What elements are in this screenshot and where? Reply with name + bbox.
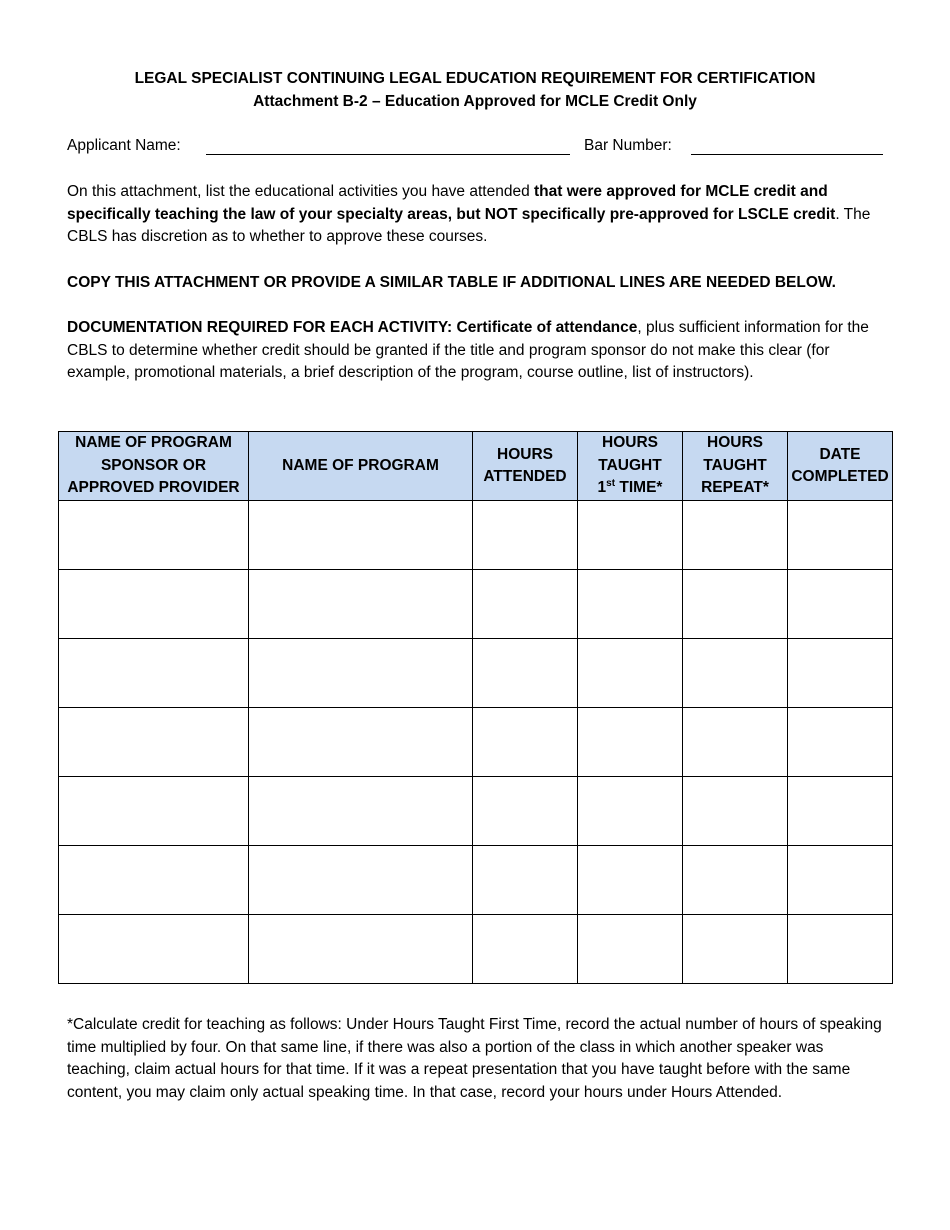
hours-taught-repeat-cell[interactable] (683, 708, 788, 777)
hours-attended-cell[interactable] (473, 570, 578, 639)
program-cell[interactable] (249, 846, 473, 915)
date-completed-cell[interactable] (788, 708, 893, 777)
header-text: TIME* (615, 479, 663, 497)
header-text: ATTENDED (483, 468, 567, 485)
header-text: TAUGHT (598, 456, 662, 474)
hours-taught-first-cell[interactable] (578, 501, 683, 570)
sponsor-cell[interactable] (59, 777, 249, 846)
documentation-certificate: Certificate of attendance (456, 319, 638, 336)
hours-taught-first-cell[interactable] (578, 570, 683, 639)
hours-attended-cell[interactable] (473, 501, 578, 570)
hours-taught-repeat-cell[interactable] (683, 777, 788, 846)
hours-taught-first-cell[interactable] (578, 639, 683, 708)
intro-text-1: On this attachment, list the educational activities you have attended (67, 183, 534, 200)
sponsor-cell[interactable] (59, 501, 249, 570)
hours-taught-repeat-cell[interactable] (683, 639, 788, 708)
hours-taught-repeat-cell[interactable] (683, 501, 788, 570)
column-header-date-completed (788, 432, 893, 501)
header-text (578, 477, 682, 500)
date-completed-cell[interactable] (788, 846, 893, 915)
hours-taught-first-cell[interactable] (578, 915, 683, 984)
sponsor-cell[interactable] (59, 570, 249, 639)
header-text: APPROVED PROVIDER (67, 479, 240, 497)
documentation-text: , plus sufficient information for the CBLS to determine whether credit should be granted if the title and program sponsor do not make this clear (for example, promotional materials, a brief description of the program, course outline, list of instructors). (67, 319, 869, 381)
hours-taught-first-cell[interactable] (578, 777, 683, 846)
hours-taught-repeat-cell[interactable] (683, 570, 788, 639)
header-text: COMPLETED (791, 468, 889, 485)
intro-text-bold: that were approved for MCLE credit and specifically teaching the law of your specialty areas, but NOT specifically pre-approved for LSCLE credit (67, 183, 836, 223)
header-text: HOURS (602, 434, 658, 452)
sponsor-cell[interactable] (59, 915, 249, 984)
table-row (59, 915, 893, 984)
hours-attended-cell[interactable] (473, 846, 578, 915)
table-row (59, 777, 893, 846)
table-row (59, 570, 893, 639)
documentation-heading: DOCUMENTATION REQUIRED FOR EACH ACTIVITY: (67, 319, 453, 336)
table-row (59, 501, 893, 570)
hours-taught-first-cell[interactable] (578, 846, 683, 915)
header-text: DATE (819, 445, 861, 463)
hours-attended-cell[interactable] (473, 639, 578, 708)
hours-attended-cell[interactable] (473, 777, 578, 846)
program-cell[interactable] (249, 570, 473, 639)
applicant-info-row (67, 135, 887, 159)
date-completed-cell[interactable] (788, 570, 893, 639)
footnote: *Calculate credit for teaching as follows: Under Hours Taught First Time, record the actual number of hours of speaking time multiplied by four. On that same line, if there was also a portion of the class in which another speaker was teaching, claim actual hours for that time. If it was a repeat presentation that you have taught before with the same content, you may claim only actual speaking time. In that case, record your hours under Hours Attended. (67, 1016, 882, 1101)
hours-taught-first-cell[interactable] (578, 708, 683, 777)
program-cell[interactable] (249, 639, 473, 708)
bar-number-label: Bar Number: (584, 137, 672, 154)
column-header-program (249, 432, 473, 501)
header-text: REPEAT* (701, 479, 769, 497)
intro-text-2: . The CBLS has discretion as to whether to approve these courses. (67, 205, 871, 245)
table-row (59, 639, 893, 708)
form-title: LEGAL SPECIALIST CONTINUING LEGAL EDUCATION REQUIREMENT FOR CERTIFICATION (134, 70, 816, 87)
sponsor-cell[interactable] (59, 846, 249, 915)
intro-paragraph (67, 181, 887, 249)
column-header-hours-taught-first (578, 432, 683, 501)
table-header-row (59, 432, 893, 501)
ordinal-suffix: st (606, 478, 616, 490)
program-cell[interactable] (249, 708, 473, 777)
applicant-name-label: Applicant Name: (67, 137, 181, 154)
bar-number-field[interactable] (691, 154, 883, 155)
documentation-paragraph (67, 317, 887, 385)
header-text: NAME OF PROGRAM (282, 456, 439, 474)
sponsor-cell[interactable] (59, 708, 249, 777)
date-completed-cell[interactable] (788, 501, 893, 570)
header-text: TAUGHT (703, 456, 767, 474)
header-text: NAME OF PROGRAM (75, 434, 232, 452)
hours-taught-repeat-cell[interactable] (683, 846, 788, 915)
header-text: HOURS (497, 445, 553, 463)
activities-table (58, 431, 893, 984)
header-text: 1 (597, 479, 607, 497)
date-completed-cell[interactable] (788, 639, 893, 708)
form-header (0, 67, 950, 113)
program-cell[interactable] (249, 501, 473, 570)
form-subtitle: Attachment B-2 – Education Approved for MCLE Credit Only (253, 93, 697, 110)
header-text: HOURS (707, 434, 763, 452)
column-header-hours-taught-repeat (683, 432, 788, 501)
column-header-sponsor (59, 432, 249, 501)
date-completed-cell[interactable] (788, 777, 893, 846)
applicant-name-field[interactable] (206, 154, 570, 155)
header-text: SPONSOR OR (100, 456, 207, 474)
date-completed-cell[interactable] (788, 915, 893, 984)
program-cell[interactable] (249, 777, 473, 846)
copy-notice: COPY THIS ATTACHMENT OR PROVIDE A SIMILAR TABLE IF ADDITIONAL LINES ARE NEEDED BELOW. (67, 274, 836, 291)
program-cell[interactable] (249, 915, 473, 984)
table-row (59, 708, 893, 777)
table-row (59, 846, 893, 915)
hours-taught-repeat-cell[interactable] (683, 915, 788, 984)
hours-attended-cell[interactable] (473, 915, 578, 984)
column-header-hours-attended (473, 432, 578, 501)
sponsor-cell[interactable] (59, 639, 249, 708)
hours-attended-cell[interactable] (473, 708, 578, 777)
